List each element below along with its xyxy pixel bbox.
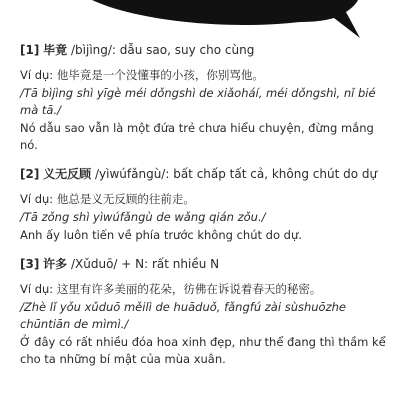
entry-number: [3] (20, 257, 40, 271)
example-label: Ví dụ: (20, 192, 54, 206)
example-pinyin: /Tā zǒng shì yìwúfǎngù de wǎng qián zǒu./ (20, 210, 266, 224)
example-sentence (20, 67, 392, 84)
vocabulary-list (20, 42, 392, 374)
vocab-entry-1 (20, 42, 392, 154)
entry-heading (20, 256, 392, 273)
example-chinese: 这里有许多美丽的花朵，彷佛在诉说着春天的秘密。 (56, 282, 322, 296)
example-translation: Nó dẫu sao vẫn là một đứa trẻ chưa hiểu chuyện, đừng mắng nó. (20, 121, 374, 152)
entry-word: 毕竟 (43, 43, 68, 57)
entry-meaning: /bìjìng/: dẫu sao, suy cho cùng (71, 43, 255, 57)
example-pinyin: /Tā bìjìng shì yīgè méi dǒngshì de xiǎoháí, méi dǒngshì, nǐ bié mà tā./ (20, 86, 376, 117)
speech-bubble-graphic (0, 0, 400, 40)
example-sentence (20, 281, 392, 298)
example-pinyin: /Zhè lǐ yǒu xǔduō měilì de huāduǒ, fǎngfú zài sùshuōzhe chūntiān de mìmì./ (20, 300, 346, 331)
entry-word: 许多 (43, 257, 68, 271)
example-translation: Anh ấy luôn tiến về phía trước không chút do dự. (20, 228, 302, 242)
entry-word: 义无反顾 (43, 167, 92, 181)
entry-heading (20, 42, 392, 59)
example-sentence (20, 191, 392, 208)
example-label: Ví dụ: (20, 68, 54, 82)
example-translation: Ở đây có rất nhiều đóa hoa xinh đẹp, như thể đang thì thầm kể cho ta những bí mật của mùa xuân. (20, 335, 386, 366)
entry-heading (20, 166, 392, 183)
entry-number: [1] (20, 43, 40, 57)
vocab-entry-3 (20, 256, 392, 368)
entry-meaning: /yìwúfǎngù/: bất chấp tất cả, không chút do dự (95, 167, 378, 181)
entry-number: [2] (20, 167, 40, 181)
entry-meaning: /Xǔduō/ + N: rất nhiều N (71, 257, 220, 271)
example-label: Ví dụ: (20, 282, 54, 296)
vocab-entry-2 (20, 166, 392, 244)
example-chinese: 他总是义无反顾的往前走。 (56, 192, 195, 206)
example-chinese: 他毕竟是一个没懂事的小孩，你别骂他。 (56, 68, 264, 82)
